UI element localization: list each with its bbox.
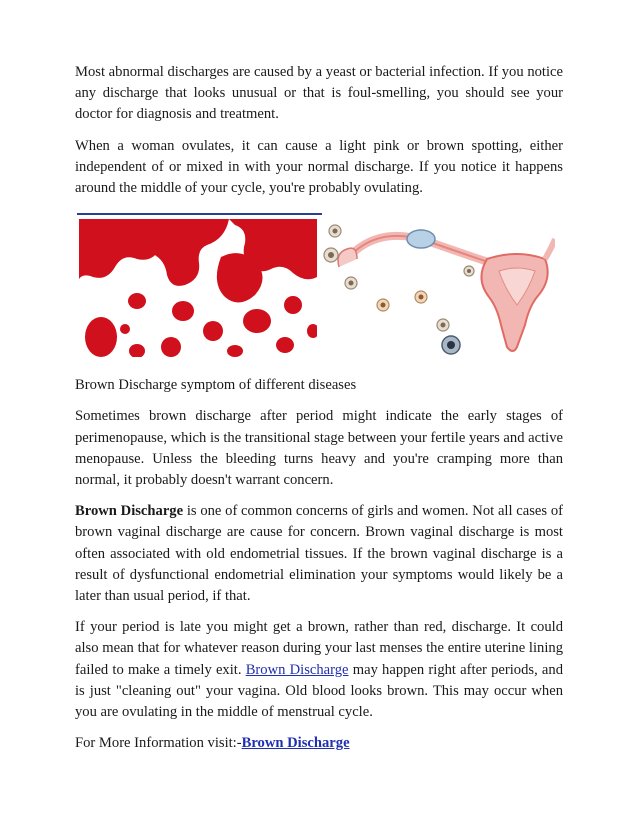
brown-discharge-link-inline[interactable]: Brown Discharge <box>245 661 349 678</box>
document-page <box>75 62 563 764</box>
paragraph-brown-discharge <box>75 501 563 607</box>
paragraph-late-period-text-a: If your period is late you might get a brown, rather than red, discharge. It could also mean that for whatever reason during your last menses the entire uterine lining failed to make a timely exit. <box>75 619 563 678</box>
blood-cells-image <box>79 219 317 357</box>
image-caption: Brown Discharge symptom of different diseases <box>75 377 357 394</box>
paragraph-brown-discharge-text: is one of common concerns of girls and women. Not all cases of brown vaginal discharge are cause for concern. Brown vaginal discharge is most often associated with old endometrial tissues. If the brown vaginal discharge is a result of dysfunctional endometrial elimination your symptoms would likely be a later than usual period, if that. <box>75 503 563 605</box>
paragraph-perimenopause: Sometimes brown discharge after period might indicate the early stages of perimenopause, which is the transitional stage between your fertile years and active menopause. Unless the bleeding turns heavy and you're cramping more than normal, it probably doesn't warrant concern. <box>75 408 563 489</box>
paragraph-more-info <box>75 733 563 754</box>
illustration-row <box>75 219 563 361</box>
paragraph-late-period-text-b: may happen right after periods, and is just "cleaning out" your vagina. Old blood looks brown. This may occur when you are ovulating in the middle of menstrual cycle. <box>75 661 563 721</box>
more-info-label: For More Information visit:- <box>75 735 242 752</box>
reproductive-system-image <box>317 219 555 357</box>
brown-discharge-link-footer[interactable]: Brown Discharge <box>241 735 350 752</box>
brown-discharge-heading: Brown Discharge <box>75 503 184 520</box>
paragraph-infection: Most abnormal discharges are caused by a yeast or bacterial infection. If you notice any discharge that looks unusual or that is foul-smelling, you should see your doctor for diagnosis and treatment. <box>75 64 563 123</box>
paragraph-late-period <box>75 617 563 723</box>
horizontal-rule <box>77 213 322 215</box>
paragraph-ovulation: When a woman ovulates, it can cause a light pink or brown spotting, either independent of or mixed in with your normal discharge. If you notice it happens around the middle of your cycle, you're probably ovulating. <box>75 137 563 197</box>
